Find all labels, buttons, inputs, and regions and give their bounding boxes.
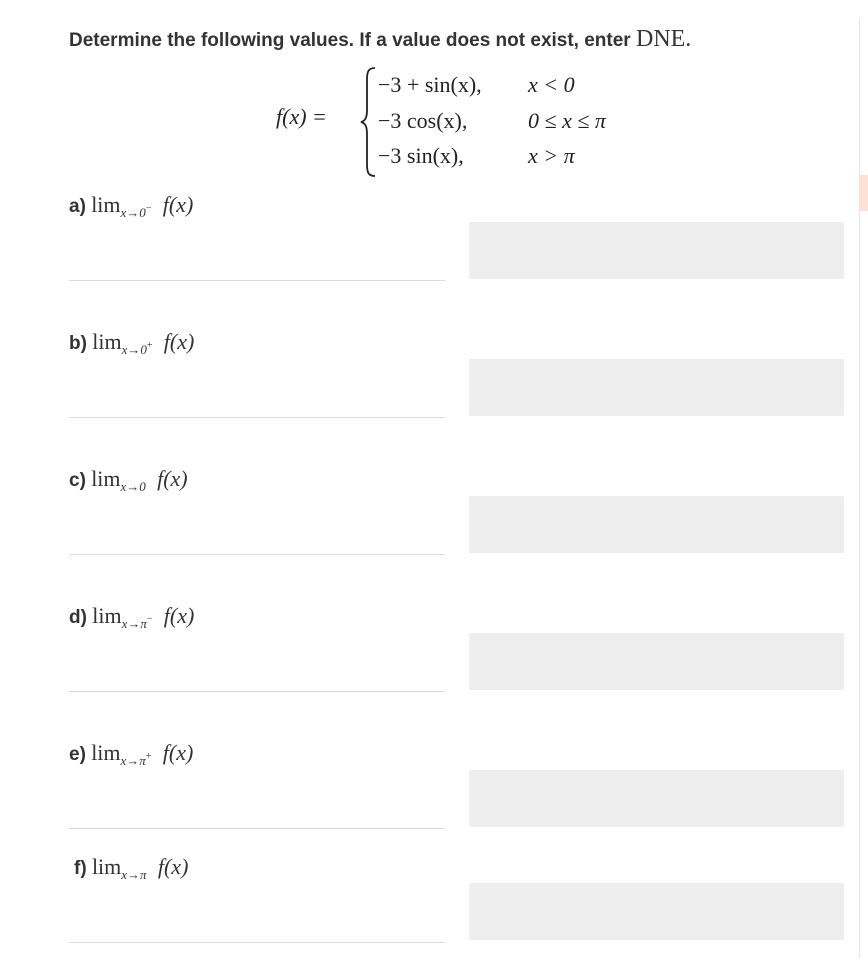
lim-operator: lim: [91, 740, 121, 765]
answer-input-c[interactable]: [469, 496, 844, 553]
right-edge-marker: [859, 175, 868, 211]
question-label: [69, 603, 194, 632]
question-c: [69, 466, 445, 556]
question-label: [69, 329, 194, 358]
question-label: [69, 192, 193, 221]
question-label: [69, 466, 188, 495]
lim-subscript: x→0−: [120, 203, 152, 220]
instructions: [69, 26, 691, 53]
answer-input-d[interactable]: [469, 633, 844, 690]
case-expr-3: −3 sin(x),: [378, 143, 464, 168]
case-cond-1: x < 0: [528, 72, 575, 97]
right-edge-panel: [859, 18, 868, 958]
divider: [69, 828, 445, 829]
lim-subscript: x→π−: [121, 614, 153, 631]
divider: [69, 691, 445, 692]
question-d: [69, 603, 445, 693]
function-expression: f(x): [157, 854, 189, 879]
function-label: f(x) =: [276, 104, 327, 129]
answer-input-f[interactable]: [469, 883, 844, 940]
lim-operator: lim: [91, 192, 121, 217]
function-expression: f(x): [163, 329, 195, 354]
question-f: [74, 854, 450, 944]
function-expression: f(x): [162, 740, 194, 765]
question-letter: b): [69, 333, 87, 354]
case-expr-1: −3 + sin(x),: [378, 72, 482, 97]
lim-operator: lim: [91, 854, 122, 879]
lim-subscript: x→0+: [121, 340, 153, 357]
lim-operator: lim: [92, 603, 122, 628]
question-letter: d): [69, 607, 87, 628]
function-expression: f(x): [157, 466, 188, 491]
answer-input-a[interactable]: [469, 222, 844, 279]
function-expression: f(x): [163, 603, 195, 628]
question-b: [69, 329, 445, 419]
left-brace: [360, 66, 378, 178]
lim-subscript: x→π: [121, 867, 147, 882]
case-expr-2: −3 cos(x),: [378, 108, 468, 133]
function-expression: f(x): [162, 192, 194, 217]
divider: [69, 554, 445, 555]
question-label: [69, 740, 193, 769]
answer-input-e[interactable]: [469, 770, 844, 827]
instructions-text: Determine the following values. If a value does not exist, enter: [69, 30, 631, 51]
answer-input-b[interactable]: [469, 359, 844, 416]
divider: [69, 417, 445, 418]
question-letter: a): [69, 196, 86, 217]
dne-keyword: DNE.: [635, 26, 692, 52]
question-letter: f): [74, 858, 87, 879]
question-label: [74, 854, 188, 883]
question-letter: c): [69, 470, 86, 491]
lim-operator: lim: [91, 466, 121, 491]
question-letter: e): [69, 744, 86, 765]
question-e: [69, 740, 445, 830]
divider: [69, 280, 445, 281]
case-cond-2: 0 ≤ x ≤ π: [528, 108, 606, 133]
question-a: [69, 192, 445, 282]
lim-operator: lim: [92, 329, 122, 354]
lim-subscript: x→π+: [120, 751, 152, 768]
lim-subscript: x→0: [120, 479, 146, 494]
divider: [69, 942, 445, 943]
case-cond-3: x > π: [528, 143, 575, 168]
